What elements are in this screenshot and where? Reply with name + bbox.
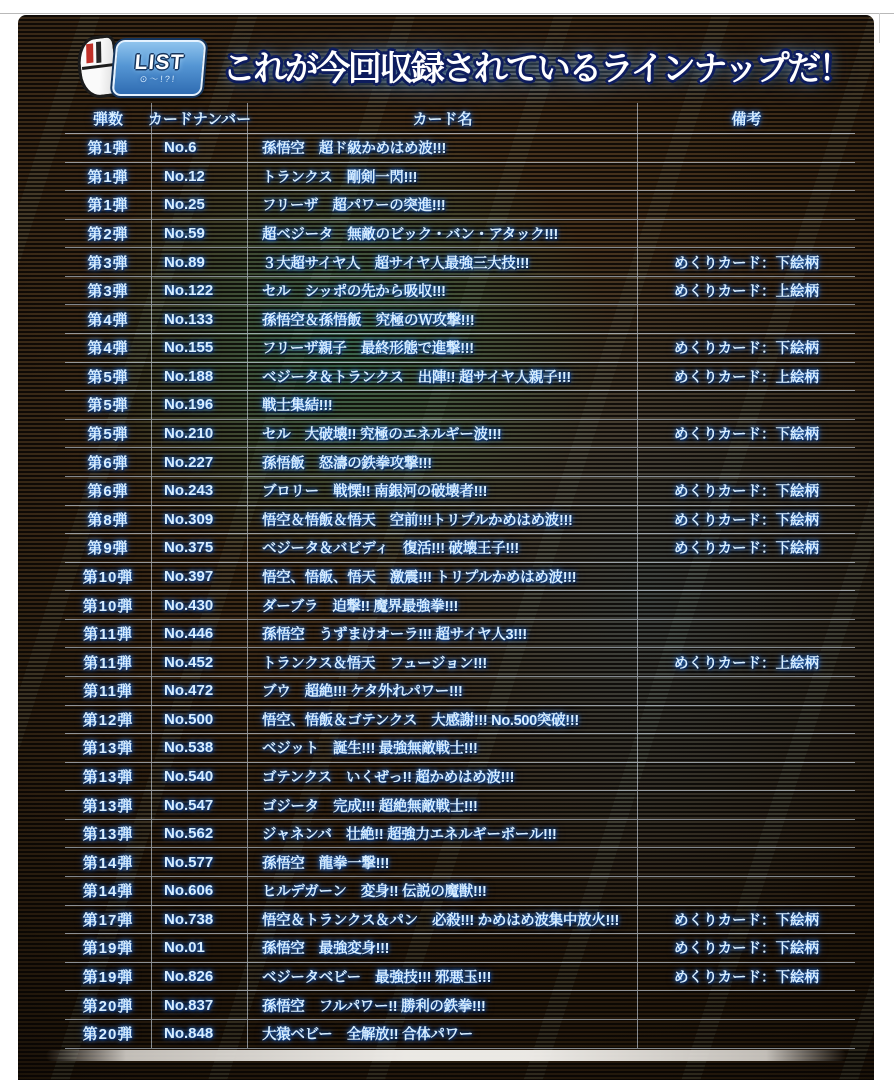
cell-name: 孫悟空＆孫悟飯 究極のＷ攻撃!!! [248,305,638,333]
table-row [65,591,855,620]
cell-number: No.155 [152,334,248,362]
cell-name: ジャネンバ 壮絶!! 超強力エネルギーボール!!! [248,820,638,848]
cell-dan: 第4弾 [65,334,152,362]
table-row [65,906,855,935]
cell-name: 大猿ベビー 全解放!! 合体パワー [248,1020,638,1048]
cell-dan: 第2弾 [65,220,152,248]
list-badge-subtext: ⊙〜!?! [139,74,177,84]
table-header-row [65,103,855,134]
cell-note [638,591,855,619]
cell-number: No.837 [152,991,248,1019]
cell-number: No.243 [152,477,248,505]
cell-dan: 第1弾 [65,134,152,162]
column-header-note: 備考 [731,110,762,128]
cell-name: セル 大破壊!! 究極のエネルギー波!!! [248,420,638,448]
lineup-panel [18,15,874,1080]
cell-name: ベジット 誕生!!! 最強無敵戦士!!! [248,734,638,762]
cell-note: めくりカード：上絵柄 [674,655,819,672]
table-row [65,648,855,677]
cell-dan: 第1弾 [65,191,152,219]
cell-dan: 第12弾 [65,706,152,734]
cell-name: 悟空＆トランクス＆パン 必殺!!! かめはめ波集中放火!!! [248,906,638,934]
cell-dan: 第11弾 [65,648,152,676]
table-row [65,248,855,277]
cell-note: めくりカード：下絵柄 [674,341,819,358]
cell-name: 孫悟空 うずまけオーラ!!! 超サイヤ人3!!! [248,620,638,648]
table-row [65,363,855,392]
card-icon-red-stripe [86,43,93,63]
table-row [65,706,855,735]
cell-name: 悟空、悟飯、悟天 激震!!! トリプルかめはめ波!!! [248,563,638,591]
list-badge-plate [112,40,207,96]
cell-note: めくりカード：下絵柄 [674,512,819,529]
cell-name: フリーザ親子 最終形態で進撃!!! [248,334,638,362]
table-row [65,963,855,992]
cell-number: No.01 [152,934,248,962]
cell-number: No.540 [152,763,248,791]
cell-number: No.397 [152,563,248,591]
cell-dan: 第11弾 [65,677,152,705]
cell-dan: 第13弾 [65,734,152,762]
cell-note [638,163,855,191]
list-badge-label: LIST [133,51,186,74]
cell-note: めくりカード：下絵柄 [674,941,819,958]
cell-name: 孫悟空 フルパワー!! 勝利の鉄拳!!! [248,991,638,1019]
cell-dan: 第19弾 [65,934,152,962]
cell-name: ベジータ＆トランクス 出陣!! 超サイヤ人親子!!! [248,363,638,391]
table-row [65,191,855,220]
card-icon-dark-stripe [96,41,101,63]
cell-note [638,706,855,734]
table-row [65,448,855,477]
cell-name: 孫悟飯 怒濤の鉄拳攻撃!!! [248,448,638,476]
cell-note [638,1020,855,1048]
cell-number: No.375 [152,534,248,562]
cell-name: セル シッポの先から吸収!!! [248,277,638,305]
cell-number: No.826 [152,963,248,991]
table-row [65,763,855,792]
cell-name: トランクス＆悟天 フュージョン!!! [248,648,638,676]
cell-dan: 第5弾 [65,391,152,419]
cell-name: ゴジータ 完成!!! 超絶無敵戦士!!! [248,791,638,819]
cell-note: めくりカード：下絵柄 [674,970,819,987]
table-row [65,534,855,563]
cell-number: No.577 [152,848,248,876]
cell-dan: 第14弾 [65,848,152,876]
cell-note [638,620,855,648]
table-row [65,848,855,877]
cell-name: ベジータ＆バビディ 復活!!! 破壊王子!!! [248,534,638,562]
table-row [65,563,855,592]
cell-dan: 第20弾 [65,1020,152,1048]
card-list-table [65,103,855,1049]
cell-dan: 第9弾 [65,534,152,562]
table-row [65,277,855,306]
cell-name: 悟空、悟飯＆ゴテンクス 大感謝!!! No.500突破!!! [248,706,638,734]
table-row [65,820,855,849]
cell-name: ヒルデガーン 変身!! 伝説の魔獣!!! [248,877,638,905]
cell-dan: 第5弾 [65,363,152,391]
cell-note [638,220,855,248]
cell-name: ゴテンクス いくぜっ!! 超かめはめ波!!! [248,763,638,791]
table-row [65,334,855,363]
cell-name: ブウ 超絶!!! ケタ外れパワー!!! [248,677,638,705]
cell-dan: 第8弾 [65,506,152,534]
table-row [65,391,855,420]
cell-number: No.538 [152,734,248,762]
table-row [65,220,855,249]
cell-name: フリーザ 超パワーの突進!!! [248,191,638,219]
cell-number: No.133 [152,305,248,333]
cell-name: ３大超サイヤ人 超サイヤ人最強三大技!!! [248,248,638,276]
cell-note [638,677,855,705]
table-row [65,620,855,649]
cell-name: 孫悟空 龍拳一撃!!! [248,848,638,876]
table-row [65,877,855,906]
cell-number: No.452 [152,648,248,676]
cell-name: トランクス 剛剣一閃!!! [248,163,638,191]
cell-dan: 第3弾 [65,277,152,305]
cell-note [638,877,855,905]
column-header-dan: 弾数 [65,103,152,133]
table-row [65,506,855,535]
cell-dan: 第3弾 [65,248,152,276]
cell-note [638,820,855,848]
cell-name: 超ベジータ 無敵のビック・バン・アタック!!! [248,220,638,248]
table-row [65,1020,855,1049]
bottom-fade-bar [46,1050,846,1061]
column-header-number: カードナンバー [152,103,248,133]
column-header-name: カード名 [248,103,638,133]
cell-number: No.738 [152,906,248,934]
cell-number: No.606 [152,877,248,905]
cell-number: No.210 [152,420,248,448]
cell-dan: 第13弾 [65,820,152,848]
title-row [76,29,868,101]
table-row [65,677,855,706]
cell-dan: 第13弾 [65,763,152,791]
cell-dan: 第6弾 [65,448,152,476]
cell-note: めくりカード：下絵柄 [674,484,819,501]
cell-name: 孫悟空 最強変身!!! [248,934,638,962]
cell-name: 孫悟空 超ド級かめはめ波!!! [248,134,638,162]
cell-note: めくりカード：上絵柄 [674,369,819,386]
table-row [65,163,855,192]
table-body [65,134,855,1049]
cell-note: めくりカード：下絵柄 [674,427,819,444]
cell-number: No.196 [152,391,248,419]
cell-note [638,391,855,419]
cell-note [638,734,855,762]
table-row [65,991,855,1020]
cell-name: ブロリー 戦慄!! 南銀河の破壊者!!! [248,477,638,505]
cell-dan: 第13弾 [65,791,152,819]
cell-note [638,563,855,591]
cell-note: めくりカード：下絵柄 [674,912,819,929]
cell-name: ベジータベビー 最強技!!! 邪悪玉!!! [248,963,638,991]
cell-name: ダーブラ 迫撃!! 魔界最強拳!!! [248,591,638,619]
cell-number: No.227 [152,448,248,476]
cell-note: めくりカード：上絵柄 [674,284,819,301]
cell-dan: 第10弾 [65,591,152,619]
cell-note [638,791,855,819]
cell-number: No.188 [152,363,248,391]
cell-note [638,191,855,219]
table-row [65,734,855,763]
cell-number: No.59 [152,220,248,248]
cell-note [638,763,855,791]
cell-dan: 第4弾 [65,305,152,333]
cell-number: No.430 [152,591,248,619]
table-row [65,420,855,449]
table-row [65,791,855,820]
cell-number: No.89 [152,248,248,276]
cell-number: No.547 [152,791,248,819]
cell-note [638,848,855,876]
cell-note [638,448,855,476]
cell-dan: 第19弾 [65,963,152,991]
cell-number: No.25 [152,191,248,219]
cell-dan: 第6弾 [65,477,152,505]
cell-number: No.309 [152,506,248,534]
cell-note [638,134,855,162]
page-top-divider [0,13,894,14]
table-row [65,477,855,506]
cell-dan: 第14弾 [65,877,152,905]
cell-number: No.562 [152,820,248,848]
table-row [65,305,855,334]
cell-dan: 第20弾 [65,991,152,1019]
cell-number: No.6 [152,134,248,162]
table-row [65,934,855,963]
page-title: これが今回収録されているラインナップだ！ [221,49,851,88]
cell-note [638,305,855,333]
cell-number: No.848 [152,1020,248,1048]
cell-number: No.12 [152,163,248,191]
cell-note: めくりカード：下絵柄 [674,255,819,272]
cell-note [638,991,855,1019]
page-edge-tick [879,13,880,43]
cell-number: No.500 [152,706,248,734]
cell-dan: 第10弾 [65,563,152,591]
cell-name: 戦士集結!!! [248,391,638,419]
cell-dan: 第17弾 [65,906,152,934]
cell-number: No.446 [152,620,248,648]
cell-number: No.472 [152,677,248,705]
cell-dan: 第5弾 [65,420,152,448]
cell-note: めくりカード：下絵柄 [674,541,819,558]
cell-number: No.122 [152,277,248,305]
cell-dan: 第1弾 [65,163,152,191]
cell-dan: 第11弾 [65,620,152,648]
cell-name: 悟空＆悟飯＆悟天 空前!!!トリプルかめはめ波!!! [248,506,638,534]
list-badge [76,32,204,98]
table-row [65,134,855,163]
